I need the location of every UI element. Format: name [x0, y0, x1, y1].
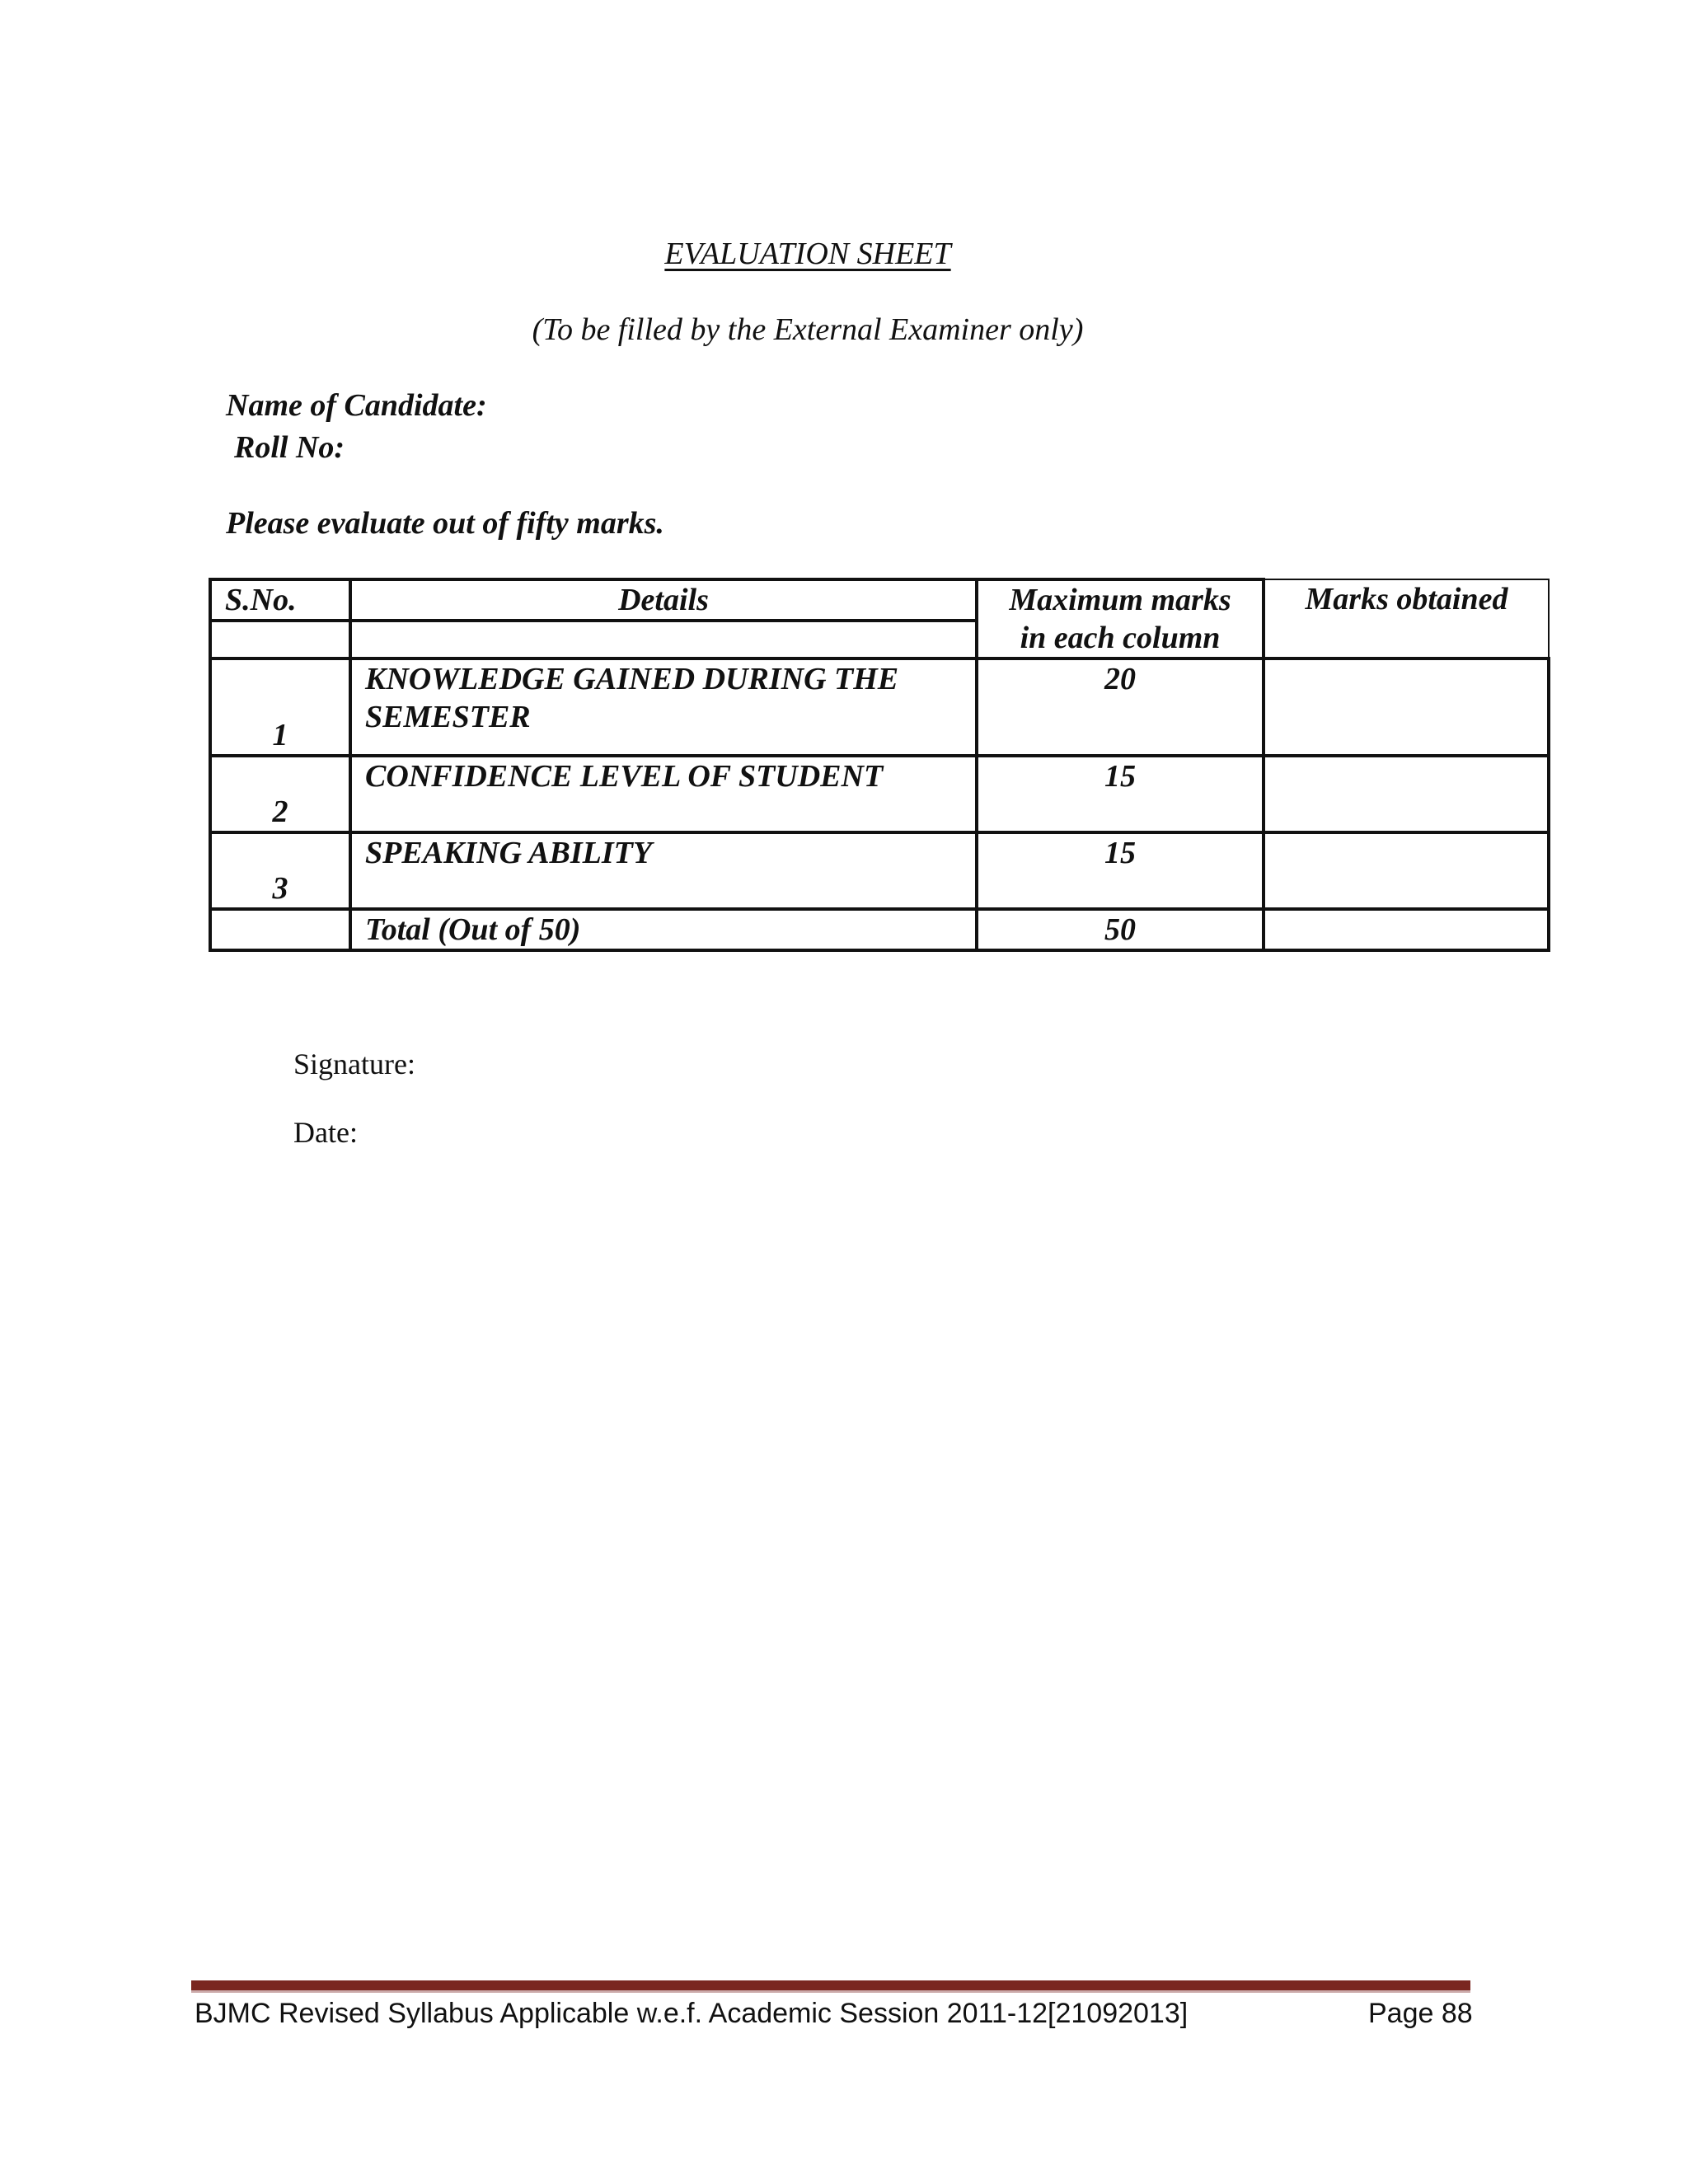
table-row [210, 756, 1549, 832]
header-details: Details [350, 579, 977, 621]
row-3-sno: 3 [210, 832, 350, 909]
header-marks-obtained: Marks obtained [1264, 579, 1549, 658]
row-3-max-marks: 15 [977, 832, 1264, 909]
footer-text: BJMC Revised Syllabus Applicable w.e.f. Academic Session 2011-12[21092013] [195, 1998, 1189, 2029]
footer-rule [191, 1980, 1470, 1993]
row-1-max-marks: 20 [977, 658, 1264, 756]
table-row [210, 832, 1549, 909]
row-2-max-marks: 15 [977, 756, 1264, 832]
instruction-text: Please evaluate out of fifty marks. [226, 506, 664, 541]
total-max-marks: 50 [977, 909, 1264, 950]
document-subtitle: (To be filled by the External Examiner only) [532, 312, 1084, 347]
header-max-marks-line1: Maximum marks [1009, 583, 1231, 617]
header-spacer-sno [210, 621, 350, 658]
row-1-details-line1: KNOWLEDGE GAINED DURING THE [365, 662, 899, 696]
row-1-details [350, 658, 977, 756]
row-3-marks-obtained[interactable] [1264, 832, 1549, 909]
candidate-name-label: Name of Candidate: [226, 388, 487, 423]
header-sno: S.No. [210, 579, 350, 621]
header-max-marks-line2: in each column [1020, 621, 1221, 655]
row-1-marks-obtained[interactable] [1264, 658, 1549, 756]
table-header-row [210, 579, 1549, 621]
total-sno [210, 909, 350, 950]
total-label: Total (Out of 50) [350, 909, 977, 950]
header-spacer-details [350, 621, 977, 658]
row-1-sno: 1 [210, 658, 350, 756]
row-1-details-line2: SEMESTER [365, 700, 531, 734]
footer-page-number: Page 88 [1368, 1998, 1473, 2029]
table-total-row [210, 909, 1549, 950]
header-max-marks [977, 579, 1264, 658]
row-2-sno: 2 [210, 756, 350, 832]
evaluation-table [209, 578, 1550, 952]
total-marks-obtained[interactable] [1264, 909, 1549, 950]
table-row [210, 658, 1549, 756]
document-title: EVALUATION SHEET [664, 237, 951, 271]
date-label: Date: [293, 1116, 358, 1149]
roll-no-label: Roll No: [234, 430, 345, 465]
signature-label: Signature: [293, 1047, 415, 1080]
row-2-details: CONFIDENCE LEVEL OF STUDENT [350, 756, 977, 832]
row-2-marks-obtained[interactable] [1264, 756, 1549, 832]
row-3-details: SPEAKING ABILITY [350, 832, 977, 909]
